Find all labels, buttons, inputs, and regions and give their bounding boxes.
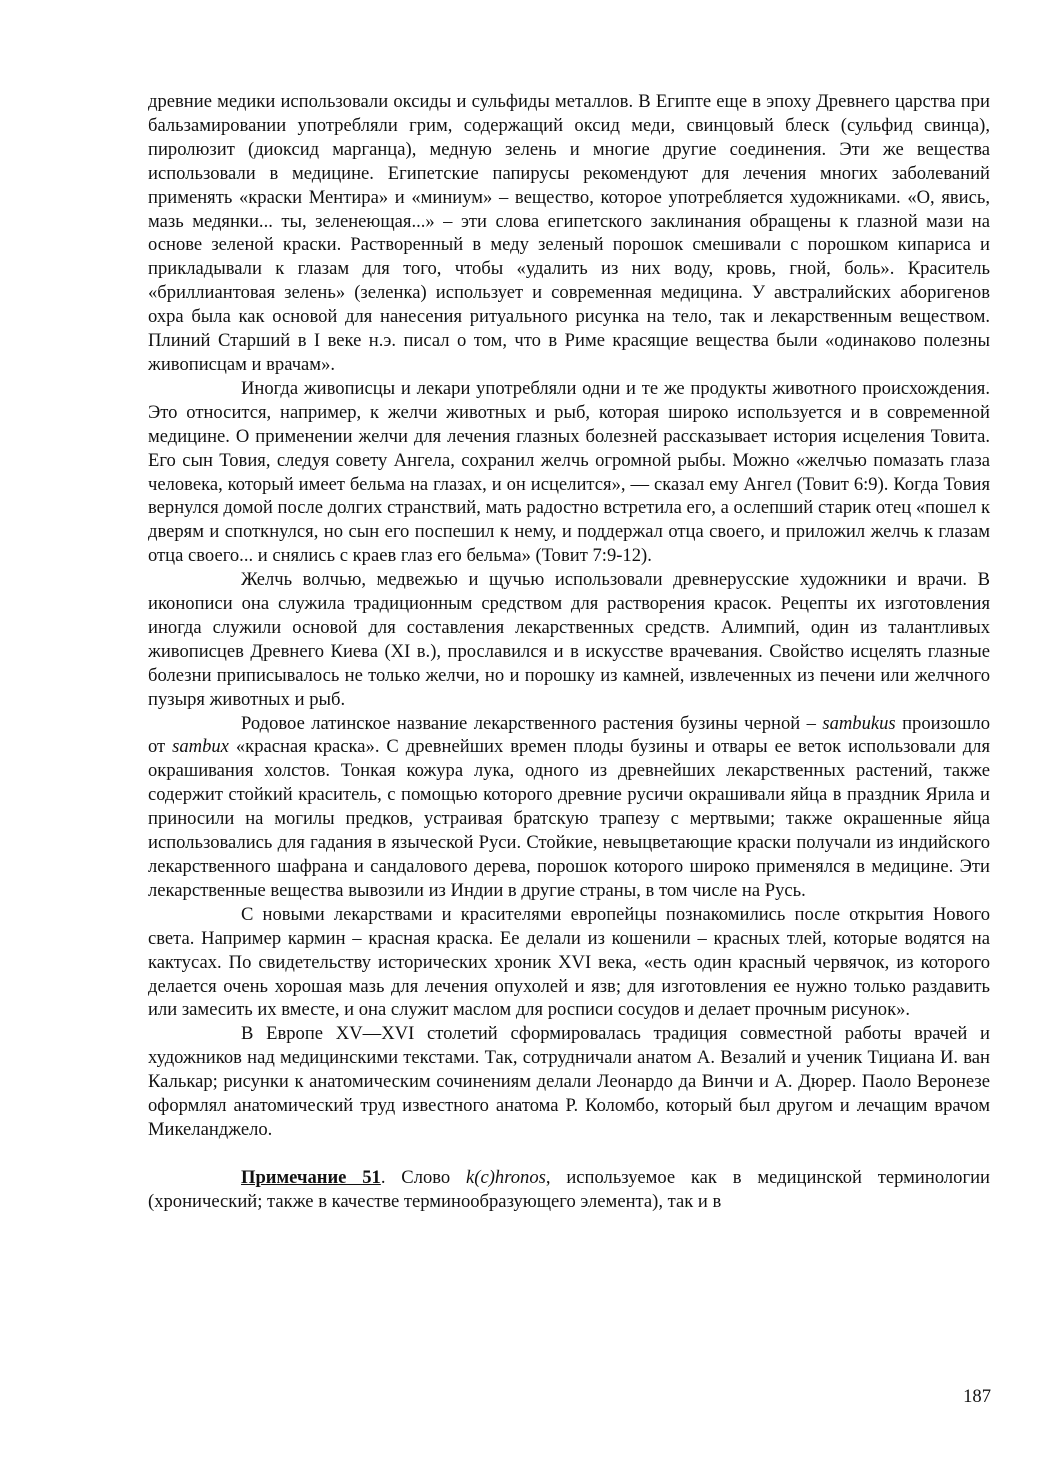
- paragraph: [148, 90, 990, 377]
- paragraph-text: Желчь волчью, медвежью и щучью использовали древнерусские художники и врачи. В иконописи она служила традиционным средством для растворения красок. Рецепты их изготовления иногда служили основой для составления лекарственных средств. Алимпий, один из талантливых живописцев Древнего Киева (XI в.), прославился и в искусстве врачевания. Свойство исцелять глазные болезни приписывалось не только желчи, но и порошку из камней, извлеченных из печени или желчного пузыря животных и рыб.: [148, 569, 990, 710]
- note-after-label: . Слово: [380, 1166, 467, 1188]
- note-paragraph: [148, 1166, 990, 1214]
- note-term: k(c)hronos: [466, 1166, 546, 1188]
- paragraph: [148, 712, 990, 903]
- paragraph: [148, 1022, 990, 1142]
- paragraph: [148, 568, 990, 711]
- paragraph-text: С новыми лекарствами и красителями европейцы познакомились после открытия Нового света. Например кармин – красная краска. Ее делали из кошенили – красных тлей, которые водятся на кактусах. По свидетельству исторических хроник XVI века, «есть один красный червячок, из которого делается очень хорошая мазь для лечения опухолей и язв; для изготовления ее нужно только раздавить или замесить их вместе, и она служит маслом для росписи сосудов и делает прочным рисунок».: [148, 903, 990, 1021]
- page-number: 187: [963, 1386, 991, 1407]
- latin-term: sambux: [172, 736, 229, 758]
- paragraph-text: «красная краска». С древнейших времен плоды бузины и отвары ее веток использовали для окрашивания холстов. Тонкая кожура лука, одного из древнейших лекарственных растений, также содержит стойкий краситель, с помощью которого древние русичи окрашивали яйца в праздник Ярила и приносили на могилы предков, устраивая братскую трапезу с мертвыми; также окрашенные яйца использовались для гадания в языческой Руси. Стойкие, невыцветающие краски получали из индийского лекарственного шафрана и сандалового дерева, порошок которого широко применялся в медицине. Эти лекарственные вещества вывозили из Индии в другие страны, в том числе на Русь.: [148, 736, 991, 901]
- paragraph: [148, 903, 990, 1023]
- paragraph-text: Родовое латинское название лекарственного растения бузины черной –: [241, 712, 823, 734]
- page-body: [148, 90, 990, 1214]
- note-text: , используемое как в медицинской терминологии (хронический; также в качестве терминообразующего элемента), так и в: [148, 1166, 990, 1212]
- paragraph-text: произошло от: [148, 712, 990, 758]
- paragraph-text: В Европе XV—XVI столетий сформировалась традиция совместной работы врачей и художников над медицинскими текстами. Так, сотрудничали анатом А. Везалий и ученик Тициана И. ван Калькар; рисунки к анатомическим сочинениям делали Леонардо да Винчи и А. Дюрер. Паоло Веронезе оформлял анатомический труд известного анатома Р. Коломбо, который был другом и лечащим врачом Микеланджело.: [148, 1023, 990, 1140]
- paragraph: [148, 377, 990, 568]
- note-label: Примечание 51: [241, 1166, 381, 1188]
- main-text: [148, 90, 990, 1142]
- latin-term: sambukus: [822, 712, 896, 734]
- paragraph-text: древние медики использовали оксиды и сульфиды металлов. В Египте еще в эпоху Древнего царства при бальзамировании употребляли грим, содержащий оксид меди, свинцовый блеск (сульфид свинца), пиролюзит (диоксид марганца), медную зелень и многие другие соединения. Эти же вещества использовали в медицине. Египетские папирусы рекомендуют для лечения многих заболеваний применять «краски Ментира» и «миниум» – вещество, которое употребляется художниками. «О, явись, мазь медянки... ты, зеленеющая...» – эти слова египетского заклинания обращены к глазной мази на основе зеленой краски. Растворенный в меду зеленый порошок смешивали с порошком кипариса и прикладывали к глазам для того, чтобы «удалить из них воду, кровь, гной, боль». Краситель «бриллиантовая зелень» (зеленка) использует и современная медицина. У австралийских аборигенов охра была как основой для нанесения ритуального рисунка на тело, так и лекарственным веществом. Плиний Старший в I веке н.э. писал о том, что в Риме красящие вещества были «одинаково полезны живописцам и врачам».: [148, 91, 990, 375]
- paragraph-text: Иногда живописцы и лекари употребляли одни и те же продукты животного происхождения. Это относится, например, к желчи животных и рыб, которая широко используется и в современной медицине. О применении желчи для лечения глазных болезней рассказывает история исцеления Товита. Его сын Товия, следуя совету Ангела, сохранил желчь огромной рыбы. Можно «желчью помазать глаза человека, который имеет бельма на глазах, и он исцелится», — сказал ему Ангел (Товит 6:9). Когда Товия вернулся домой после долгих странствий, мать радостно встретила его, а ослепший старик отец «пошел к дверям и споткнулся, но сын его поспешил к нему, и поддержал отца своего, и приложил желчь к глазам отца своего... и снялись с краев глаз его бельма» (Товит 7:9-12).: [148, 377, 990, 567]
